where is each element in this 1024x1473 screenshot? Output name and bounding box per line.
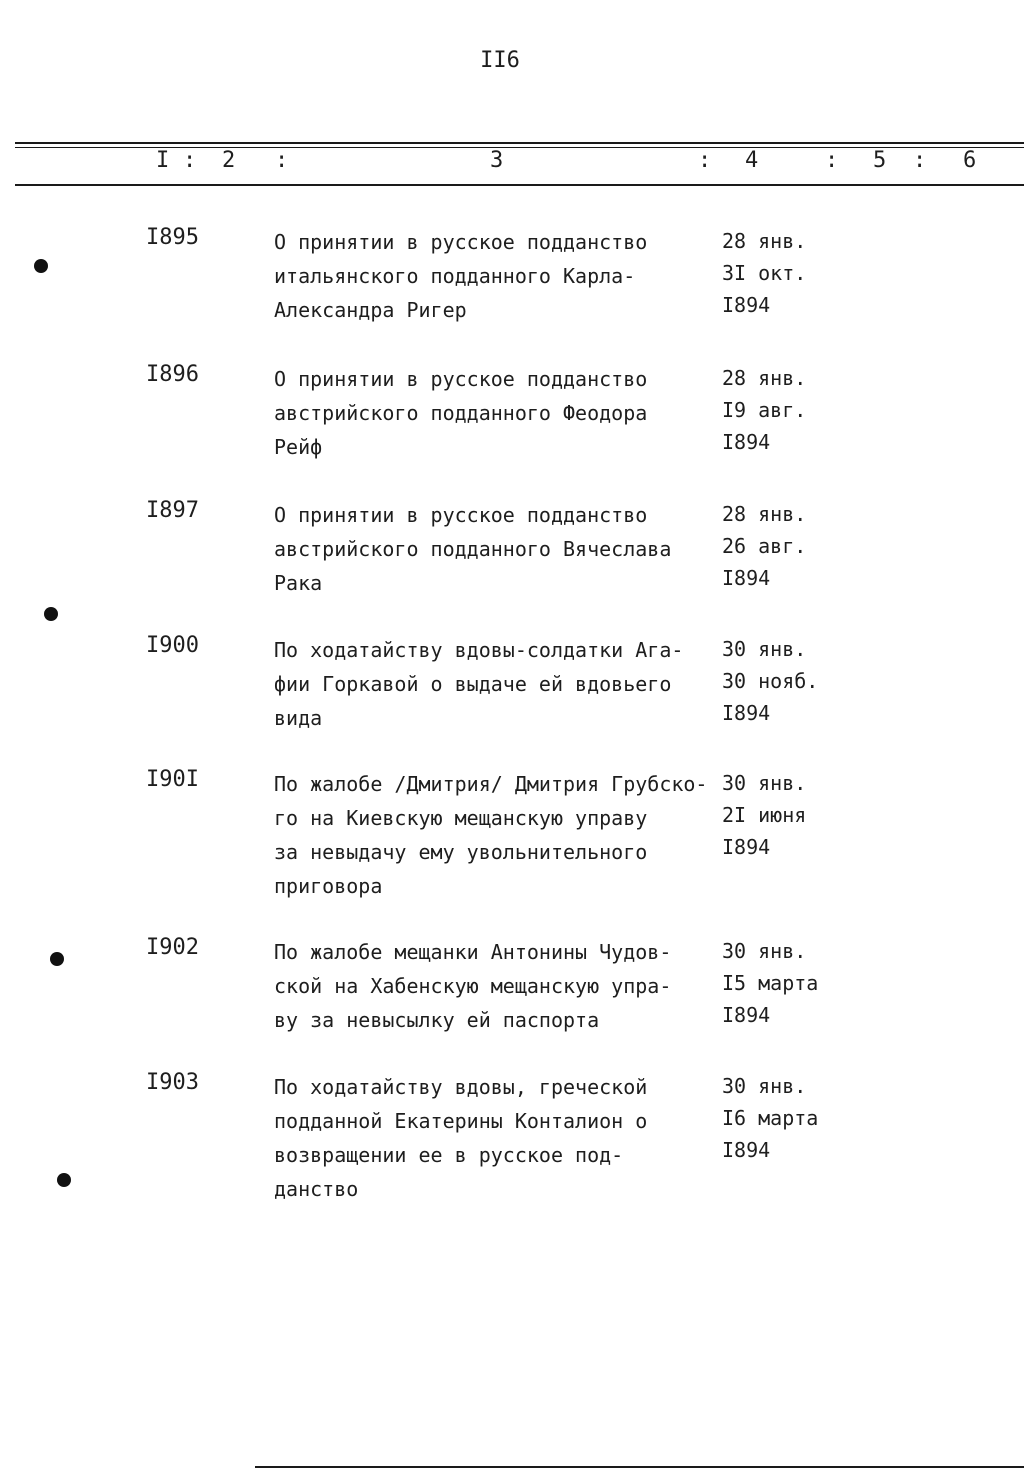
entry-title-line: По ходатайству вдовы, греческой [274,1075,648,1099]
entry-date-line: 28 янв. [722,366,807,390]
entry-number: I902 [146,935,199,960]
entry-date-line: 30 янв. [722,771,807,795]
punch-hole-mark [34,259,48,273]
entry-date-line: I5 марта [722,971,819,995]
header-col-3: 3 [490,148,504,173]
header-separator: : [698,148,712,173]
entry-dates [722,498,842,594]
entry-title-line: По жалобе /Дмитрия/ Дмитрия Грубско- [274,772,708,796]
entry-date-line: 2I июня [722,803,807,827]
header-separator: : [183,148,197,173]
header-col-6: 6 [963,148,977,173]
header-col-2: 2 [222,148,236,173]
header-bottom-rule [15,184,1024,186]
entry-date-line: 30 янв. [722,637,807,661]
entry-date-line: 28 янв. [722,502,807,526]
entry-date-line: I894 [722,1138,771,1162]
entry-title [274,767,724,903]
entry-date-line: I894 [722,1003,771,1027]
entry-title-line: австрийского подданного Феодора [274,401,648,425]
entry-title-line: О принятии в русское подданство [274,230,648,254]
entry-title-line: итальянского подданного Карла- [274,264,636,288]
entry-title-line: ской на Хабенскую мещанскую упра- [274,974,672,998]
entry-title-line: Рака [274,571,323,595]
entry-number: I900 [146,633,199,658]
entry-title-line: О принятии в русское подданство [274,503,648,527]
entry-date-line: 3I окт. [722,261,807,285]
punch-hole-mark [57,1173,71,1187]
entry-title-line: данство [274,1177,359,1201]
entry-date-line: I6 марта [722,1106,819,1130]
entry-title-line: подданной Екатерины Конталион о [274,1109,648,1133]
entry-title [274,498,724,600]
entry-date-line: 30 нояб. [722,669,819,693]
header-col-5: 5 [873,148,887,173]
entry-date-line: 26 авг. [722,534,807,558]
entry-dates [722,362,842,458]
entry-title-line: вида [274,706,323,730]
entry-dates [722,767,842,863]
entry-title-line: приговора [274,874,383,898]
entry-title [274,935,724,1037]
entry-number: I897 [146,498,199,523]
entry-title-line: По ходатайству вдовы-солдатки Ага- [274,638,684,662]
entry-date-line: I894 [722,835,771,859]
entry-dates [722,633,842,729]
entry-dates [722,1070,842,1166]
entry-date-line: 30 янв. [722,1074,807,1098]
entry-date-line: 30 янв. [722,939,807,963]
entry-title [274,225,724,327]
entry-number: I903 [146,1070,199,1095]
punch-hole-mark [44,607,58,621]
entry-date-line: I9 авг. [722,398,807,422]
entry-title-line: Рейф [274,435,323,459]
header-separator: : [913,148,927,173]
punch-hole-mark [50,952,64,966]
entry-title-line: Александра Ригер [274,298,467,322]
header-top-rule [15,142,1024,144]
entry-title [274,362,724,464]
page-bottom-rule [255,1466,1024,1468]
entry-number: I896 [146,362,199,387]
entry-dates [722,225,842,321]
entry-date-line: I894 [722,566,771,590]
entry-title-line: По жалобе мещанки Антонины Чудов- [274,940,672,964]
entry-title [274,633,724,735]
entry-title-line: го на Киевскую мещанскую управу [274,806,648,830]
header-col-4: 4 [745,148,759,173]
header-separator: : [825,148,839,173]
entry-number: I90I [146,767,199,792]
page-number: II6 [480,48,520,73]
entry-date-line: I894 [722,293,771,317]
header-separator: : [275,148,289,173]
entry-title-line: О принятии в русское подданство [274,367,648,391]
entry-dates [722,935,842,1031]
entry-date-line: 28 янв. [722,229,807,253]
entry-title-line: фии Горкавой о выдаче ей вдовьего [274,672,672,696]
entry-title-line: австрийского подданного Вячеслава [274,537,672,561]
entry-date-line: I894 [722,430,771,454]
entry-number: I895 [146,225,199,250]
entry-title-line: за невыдачу ему увольнительного [274,840,648,864]
entry-date-line: I894 [722,701,771,725]
entry-title-line: возвращении ее в русское под- [274,1143,624,1167]
entry-title-line: ву за невысылку ей паспорта [274,1008,600,1032]
header-col-1: I [156,148,170,173]
entry-title [274,1070,724,1206]
